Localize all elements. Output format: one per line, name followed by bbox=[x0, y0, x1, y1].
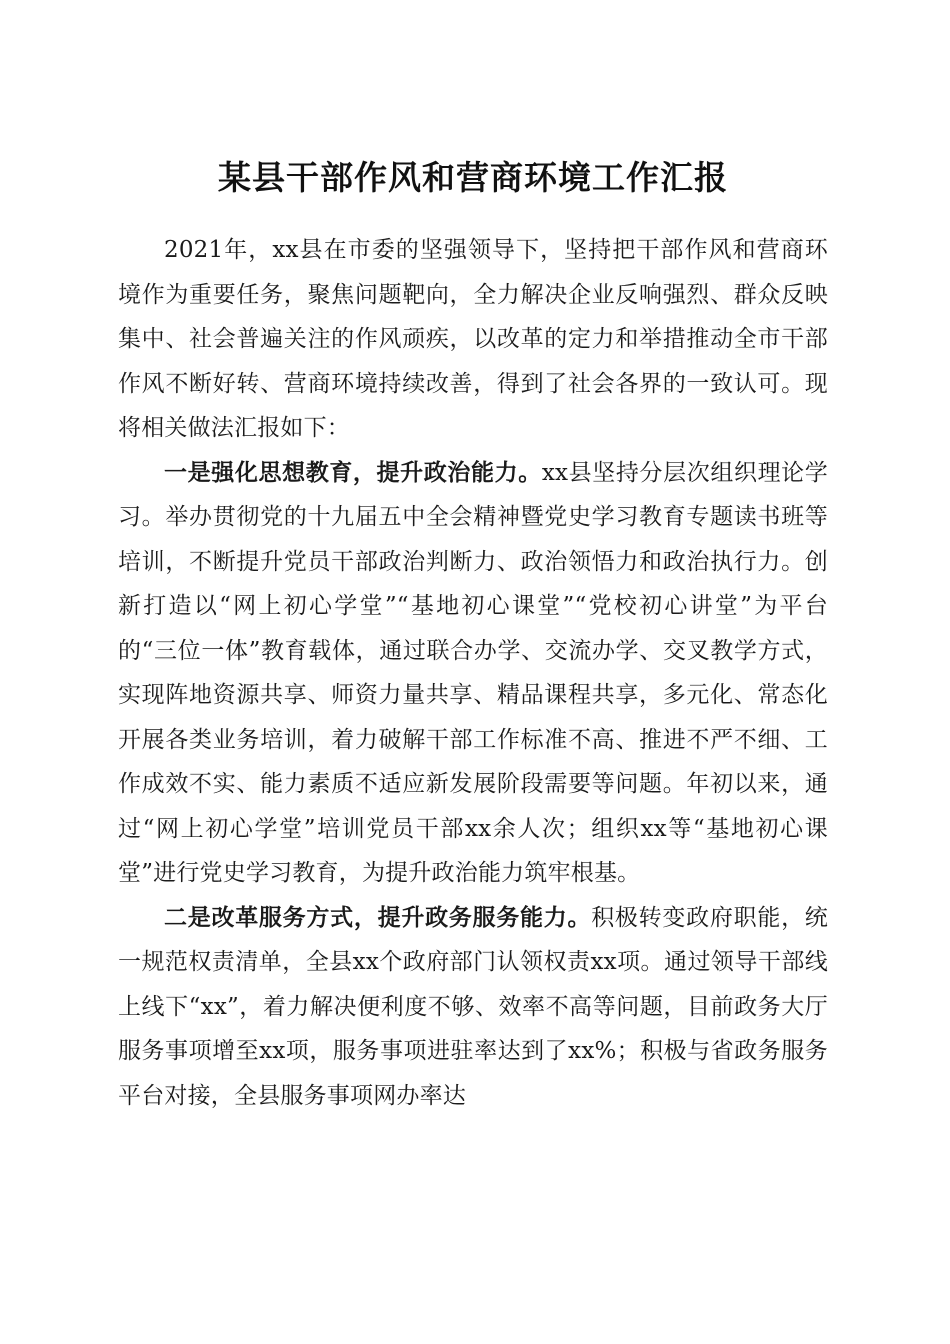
paragraph-text: xx县坚持分层次组织理论学习。举办贯彻党的十九届五中全会精神暨党史学习教育专题读书班等培训，不断提升党员干部政治判断力、政治领悟力和政治执行力。创新打造以“网上初心学堂”“基地初心课堂”“党校初心讲堂”为平台的“三位一体”教育载体，通过联合办学、交流办学、交叉教学方式，实现阵地资源共享、师资力量共享、精品课程共享，多元化、常态化开展各类业务培训，着力破解干部工作标准不高、推进不严不细、工作成效不实、能力素质不适应新发展阶段需要等问题。年初以来，通过“网上初心学堂”培训党员干部xx余人次；组织xx等“基地初心课堂”进行党史学习教育，为提升政治能力筑牢根基。 bbox=[118, 459, 829, 886]
paragraph-point-one bbox=[118, 451, 828, 896]
document-body bbox=[118, 228, 828, 1118]
paragraph-point-two bbox=[118, 896, 828, 1119]
paragraph-text: 积极转变政府职能，统一规范权责清单，全县xx个政府部门认领权责xx项。通过领导干部线上线下“xx”，着力解决便利度不够、效率不高等问题，目前政务大厅服务事项增至xx项，服务事项进驻率达到了xx%；积极与省政务服务平台对接，全县服务事项网办率达 bbox=[118, 904, 829, 1109]
paragraph-intro bbox=[118, 228, 828, 451]
paragraph-text: 2021年，xx县在市委的坚强领导下，坚持把干部作风和营商环境作为重要任务，聚焦问题靶向，全力解决企业反响强烈、群众反映集中、社会普遍关注的作风顽疾，以改革的定力和举措推动全市干部作风不断好转、营商环境持续改善，得到了社会各界的一致认可。现将相关做法汇报如下： bbox=[118, 237, 828, 441]
paragraph-lead: 二是改革服务方式，提升政务服务能力。 bbox=[164, 903, 592, 931]
document-title: 某县干部作风和营商环境工作汇报 bbox=[218, 158, 728, 198]
paragraph-lead: 一是强化思想教育，提升政治能力。 bbox=[164, 458, 542, 486]
